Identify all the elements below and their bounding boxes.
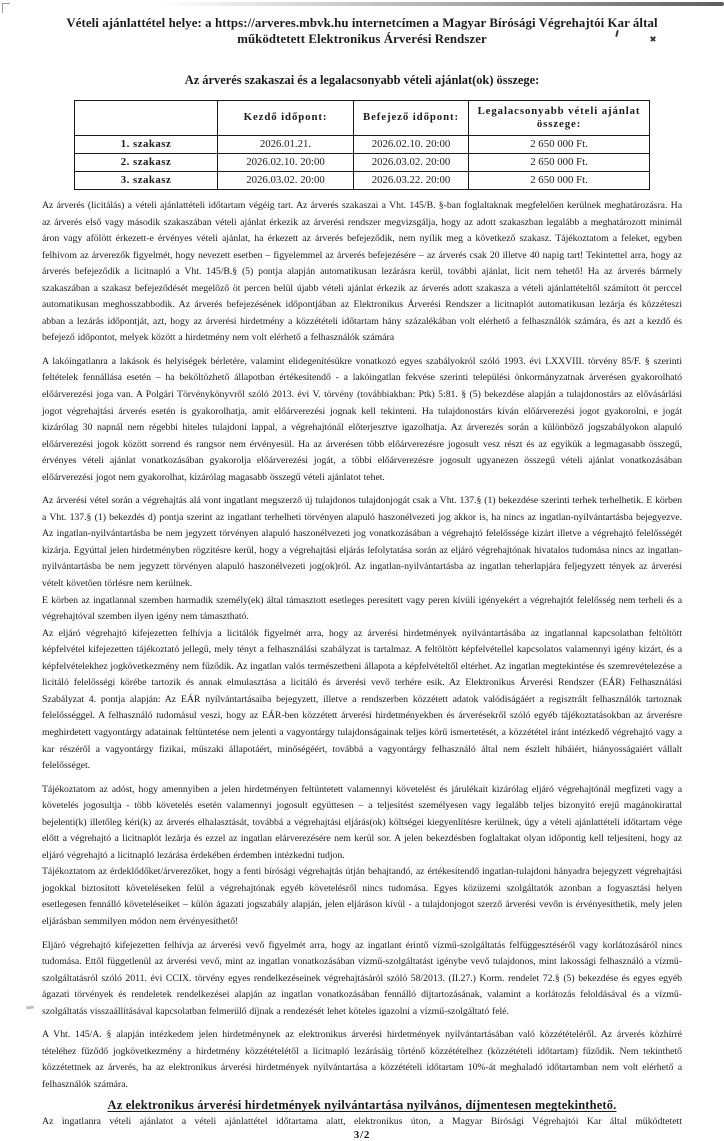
stage-start: 2026.01.21. <box>218 136 354 154</box>
stage-end: 2026.02.10. 20:00 <box>354 136 469 154</box>
public-registry-notice: Az elektronikus árverési hirdetmények nyilvántartása nyilvános, díjmentesen megtekinthető. <box>107 1098 617 1113</box>
stage-label: 3. szakasz <box>75 172 218 190</box>
body-paragraph-preemption-rights: A lakóingatlanra a lakások és helyiségek bérletére, valamint elidegenítésükre vonatkozó egyes szabályokról szóló 1993. évi LXXVIII. törvény 85/F. § szerinti feltételek fennállása esetén – ha beköltözhető állapotban értékesítendő - a lakóingatlan fekvése szerinti települési önkormányzatnak árverésen gyakorolható előárverezési joga van. A Polgári Törvénykönyvről szóló 2013. évi V. törvény (továbbiakban: Ptk) 5:81. § (5) bekezdése alapján a tulajdonostárs az elővásárlási jogot végrehajtási árverés esetén is gyakorolhatja, amit előárverezési jognak kell tekinteni. Ha tulajdonostárs kíván előárverezési jogot gyakorolni, e jogát kizárólag 30 napnál nem régebbi hiteles tulajdoni lappal, a végrehajtónál előterjesztve igazolhatja. Az árverezés során a különböző jogszabályokon alapuló előárverezési jogok között sorrend és rangsor nem érvényesül. Ha az árverésen több előárverezésre jogosult vesz részt és az egyikük a legmagasabb összegű, érvényes vételi ajánlat vonatkozásában gyakorolja előárverezési jogát, a többi előárverezésre jogosult ugyanezen összegű vételi ajánlat vonatkozásában előárverezési jogot nem gyakorolhat, kizárólag magasabb összegű vételi ajánlatot tehet. <box>42 355 682 483</box>
body-paragraph-auction-process: Az árverés (licitálás) a vételi ajánlattételi időtartam végéig tart. Az árverés szakaszai a Vht. 145/B. §-ban foglaltaknak megfelelően kerülnek meghatározásra. Ha az árverés első vagy második szakaszában vételi ajánlat érkezik az árverési rendszer megvizsgálja, hogy az adott szakaszban legalább a meghatározott minimál áron vagy afölött érkezett-e érvényes vételi ajánlat, ha érkezett az árverés befejeződik, nem nyílik meg a következő szakasz. Tájékoztatom a feleket, egyben felhívom az árverezők figyelmét, hogy nevezett esetben – figyelemmel az árverés befejezésére – az árverés csak 20 illetve 40 napig tart! Tekintettel arra, hogy az árverés befejeződik a licitnapló a Vht. 145/B.§ (5) pontja alapján automatikusan lezárásra kerül, további ajánlat, licit nem tehető! Ha az árverés bármely szakaszában a szakasz befejeződését megelőző öt percen belül újabb vételi ajánlat érkezik az árverés adott szakasza a vételi ajánlattételtől számított öt perccel automatikusan meghosszabbodik. Az árverés befejezésének időpontjában az Elektronikus Árverési Rendszer a licitnaplót automatikusan lezárja és közzéteszi abban a lezárás időpontját, azt, hogy az árverési hirdetmény a közzétételi időtartam hány százalékában volt elérhető a felhasználók számára, és azt a kezdő és befejező időpontot, melyek között a hirdetmény nem volt elérhető a felhasználók számára <box>42 200 682 344</box>
body-paragraph-photos-disclaimer: Az eljáró végrehajtó kifejezetten felhívja a licitálók figyelmét arra, hogy az árverési hirdetmények nyilvántartásába az ingatlannal kapcsolatban feltöltött képfelvétel kifejezetten tájékoztató jellegű, mely tényt a felhasználási szabályzat is tartalmaz. A feltöltött képfelvétellel kapcsolatos valamennyi igény kizárt, és a képfelvételekhez jogkövetkezmény nem fűződik. Az ingatlan valós természetbeni állapota a képfelvételtől eltérhet. Az ingatlan megtekintése és szemrevételezése a licitáló felelősségi körébe tartozik és annak elmulasztása a licitáló és árverési vevő terhére esik. Az Elektronikus Árverési Rendszer (EÁR) Felhasználási Szabályzat 4. pontja alapján: Az EÁR nyilvántartásaiba bejegyzett, illetve a rendszerben közzétett adatok valódiságáért a regisztrált felhasználók tartoznak felelősséggel. A felhasználó tudomásul veszi, hogy az EÁR-ben közzétett árverési hirdetményekben és árverésekről szóló egyéb tájékoztatásokban az árverésre meghirdetett vagyontárgy adatainak feltüntetése nem jelenti a vagyontárgy tulajdonságainak teljes körű ismertetését, a közzététel iránt intézkedő végrehajtó vagy a kar részéről a vagyontárgy fizikai, műszaki állapotáért, minőségéért, továbbá a vagyontárgy felhasználó által nem észlelt hibáiért, hiányosságaiért vállalt felelősséget. <box>42 627 682 772</box>
stage-end: 2026.03.02. 20:00 <box>354 154 469 172</box>
body-paragraph-water-utility: Eljáró végrehajtó kifejezetten felhívja az árverési vevő figyelmét arra, hogy az ingatlant érintő vízmű-szolgáltatás felfüggesztéséről vagy korlátozásáról nincs tudomása. Ettől függetlenül az árverési vevő, mint az ingatlan vonatkozásában vízmű-szolgáltatást igénybe vevő tulajdonos, mint lakossági felhasználó a vízmű-szolgáltatásról szóló 2011. évi CCIX. törvény egyes rendelkezéseinek végrehajtásáról szóló 58/2013. (II.27.) Korm. rendelet 72.§ (5) bekezdése és egyes egyéb ágazati törvények és rendeletek rendelkezései alapján az ingatlan vonatkozásában fennálló díjtartozásának, valamint a korlátozás feloldásával és a vízmű-szolgáltatás visszaállításával kapcsolatban felmerülő díjnak a rendezését lehet köteles igazolni a vízmű-szolgáltató felé. <box>42 939 682 1017</box>
body-paragraph-utility-claims: Tájékoztatom az érdeklődőket/árverezőket, hogy a fenti bírósági végrehajtás útján behajtandó, az értékesítendő ingatlan-tulajdoni hányadra bejegyzett végrehajtási jogokkal biztosított követeléseken felül a végrehajtónak egyéb követelésről nincs tudomása. Egyes közüzemi szolgáltatók azonban a fogyasztási helyen esetlegesen fennálló követeléseiket – külön ágazati jogszabály alapján, jelen eljáráson kívül - a tulajdonjogot szerző árverési vevőn is érvényesíthetik, mely jelen eljárásban semmilyen módon nem érvényesíthető! <box>42 866 682 927</box>
stage-end: 2026.03.22. 20:00 <box>354 172 469 190</box>
stage-row-3 <box>75 172 650 190</box>
body-paragraph-third-party-claims: E körben az ingatlannal szemben harmadik személy(ek) által támasztott esetleges peresített vagy peren kívüli igényekért a végrehajtót felelősség nem terheli és a végrehajtóval szemben ilyen igény nem támasztható. <box>42 594 682 623</box>
stage-min-bid: 2 650 000 Ft. <box>469 154 650 172</box>
stage-start: 2026.03.02. 20:00 <box>218 172 354 190</box>
header-cell-min-bid: Legalacsonyabb vételi ajánlat összege: <box>469 101 650 136</box>
stage-row-1 <box>75 136 650 154</box>
body-paragraph-publication: A Vht. 145/A. § alapján intézkedem jelen hirdetménynek az elektronikus árverési hirdetmények nyilvántartásában való közzétételéről. Az árverés közhírré tételéhez fűződő jogkövetkezmény a hirdetmény közzétételétől a licitnapló lezárásáig történő közzétételhez (közzétételi időtartam) fűződik. Nem tekinthető közzétettnek az árverés, ha az elektronikus árverési hirdetmények nyilvántartása a közzétételi időtartam 10%-át meghaladó időtartamban nem volt elérhető a felhasználók számára. <box>42 1029 682 1090</box>
auction-stages-table <box>74 100 650 190</box>
document-title: Vételi ajánlattétel helye: a https://arveres.mbvk.hu internetcímen a Magyar Bírósági Végrehajtói Kar által működtetett Elektronikus Árverési Rendszer <box>66 16 658 46</box>
header-cell-end-time: Befejező időpont: <box>354 101 469 136</box>
table-header-row <box>75 101 650 136</box>
body-paragraph-encumbrances: Az árverési vétel során a végrehajtás alá vont ingatlant megszerző új tulajdonos tulajdonjogát csak a Vht. 137.§ (1) bekezdése szerinti terhek terhelhetik. E körben a Vht. 137.§ (1) bekezdés d) pontja szerint az ingatlant terhelheti törvényen alapuló haszonélvezeti jog akkor is, ha nincs az ingatlan-nyilvántartásba bejegyezve. Az ingatlan-nyilvántartásba be nem jegyzett törvényen alapuló haszonélvezeti jog vonatkozásában a végrehajtó felelőssége kizárt illetve a végrehajtó felelősségét kizárja. Egyúttal jelen hirdetményben rögzítésre kerül, hogy a végrehajtási eljárás lefolytatása során az eljáró végrehajtónak hivatalos tudomása nincs az ingatlan-nyilvántartásba be nem jegyzett törvényen alapuló haszonélvezeti jog(ok)ról. Az ingatlan-nyilvántartásba az ingatlan teherlapjára feljegyzett tények az árverési vételt követően törlésre nem kerülnek. <box>42 495 682 590</box>
stage-min-bid: 2 650 000 Ft. <box>469 172 650 190</box>
scan-artifact-corner-mark <box>2 3 10 13</box>
page-number: 3/2 <box>353 1129 371 1141</box>
closing-line: Az ingatlanra vételi ajánlatot a vételi ajánlattétel időtartama alatt, elektronikus úton, a Magyar Bírósági Végrehajtói Kar által működtetett <box>42 1116 682 1128</box>
scan-artifact-top-line <box>160 2 724 6</box>
header-cell-start-time: Kezdő időpont: <box>218 101 354 136</box>
stage-row-2 <box>75 154 650 172</box>
header-cell-stage <box>75 101 218 136</box>
stage-start: 2026.02.10. 20:00 <box>218 154 354 172</box>
stage-label: 2. szakasz <box>75 154 218 172</box>
auction-stages-section-title: Az árverés szakaszai és a legalacsonyabb vételi ajánlat(ok) összege: <box>184 73 540 87</box>
stage-min-bid: 2 650 000 Ft. <box>469 136 650 154</box>
stage-label: 1. szakasz <box>75 136 218 154</box>
body-paragraph-debtor-information: Tájékoztatom az adóst, hogy amennyiben a jelen hirdetményen feltüntetett valamennyi követelést és járulékait kizárólag eljáró végrehajtónál megfizeti vagy a követelés jogosultja - több követelés esetén valamennyi jogosult együttesen – a teljesítést személyesen vagy legalább teljes bizonyító erejű magánokirattal bejelenti(k) illetőleg kéri(k) az árverés elhalasztását, továbbá a végrehajtási eljárás(ok) költségei kiegyenlítésre kerülnek, úgy a vételi ajánlattételi időtartam vége előtt a végrehajtó a licitnaplót lezárja és ezzel az ingatlan elárverezésére nem kerül sor. A jelen bekezdésben foglaltakat olyan időpontig kell teljesíteni, hogy az eljáró végrehajtó a licitnapló lezárása érdekében érdemben intézkedni tudjon. <box>42 783 682 861</box>
legal-text-body <box>42 198 682 1093</box>
scan-artifact-asterisk-mark <box>650 36 656 42</box>
